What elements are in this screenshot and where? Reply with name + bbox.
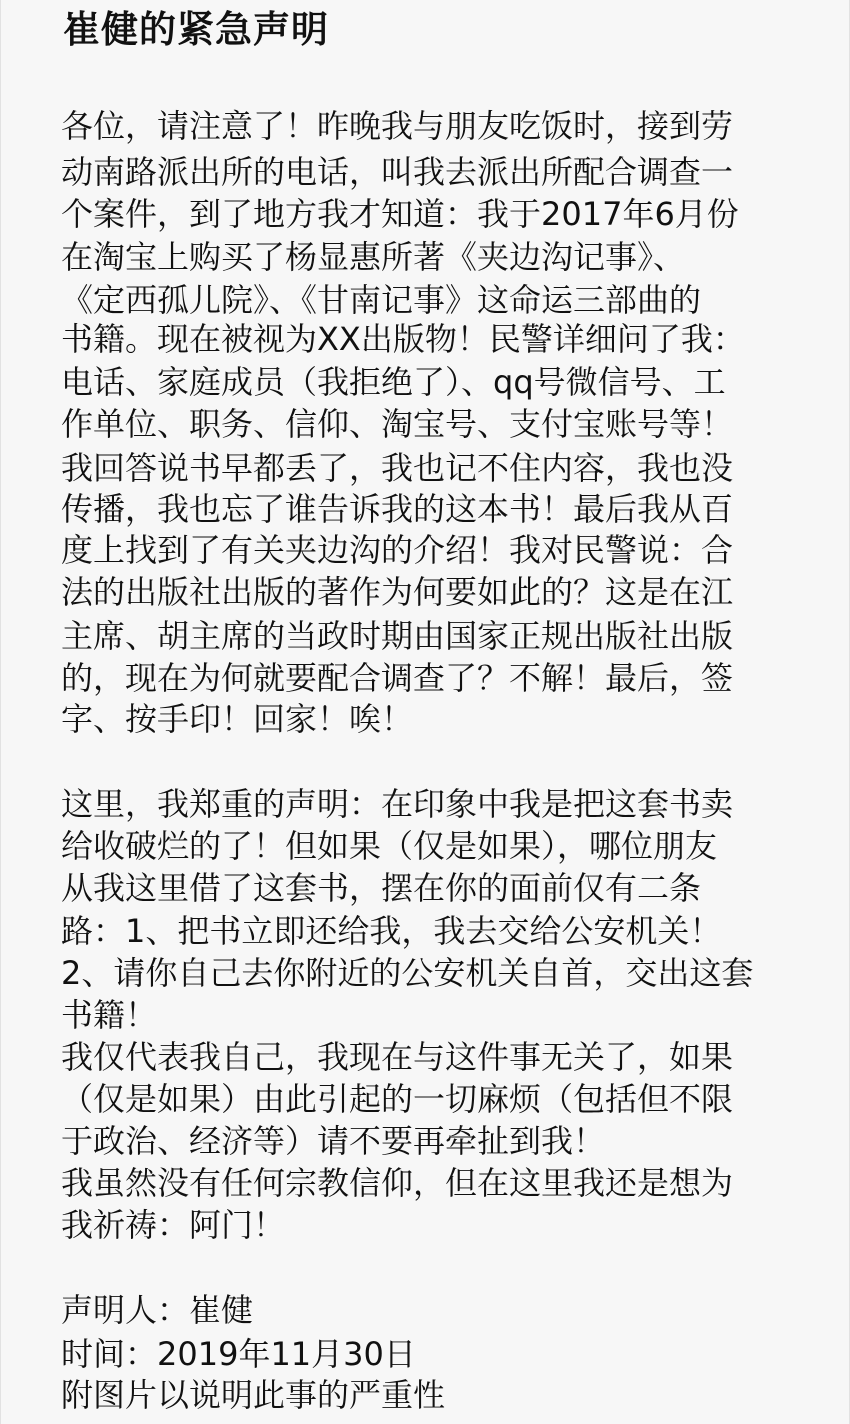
- text-line: 电话、家庭成员（我拒绝了）、qq号微信号、工: [61, 363, 726, 401]
- text-line: 传播，我也忘了谁告诉我的这本书！最后我从百: [61, 490, 734, 528]
- attachment-note: 附图片以说明此事的严重性: [61, 1376, 446, 1414]
- text-line: （仅是如果）由此引起的一切麻烦（包括但不限: [61, 1080, 734, 1118]
- text-line: 在淘宝上购买了杨显惠所著《夹边沟记事》、: [61, 238, 686, 276]
- text-line: 《定西孤儿院》、《甘南记事》这命运三部曲的: [61, 281, 702, 319]
- text-line: 动南路派出所的电话，叫我去派出所配合调查一: [61, 153, 734, 191]
- text-line: 各位，请注意了！昨晚我与朋友吃饭时，接到劳: [61, 107, 734, 145]
- text-line: 个案件，到了地方我才知道：我于2017年6月份: [61, 195, 739, 233]
- text-line: 于政治、经济等）请不要再牵扯到我！: [61, 1122, 606, 1160]
- text-line: 我祈祷：阿门！: [61, 1206, 286, 1244]
- text-line: 书籍。现在被视为XX出版物！民警详细问了我：: [61, 320, 745, 358]
- text-line: 2、请你自己去你附近的公安机关自首，交出这套: [61, 954, 754, 992]
- text-line: 法的出版社出版的著作为何要如此的？这是在江: [61, 573, 734, 611]
- text-line: 主席、胡主席的当政时期由国家正规出版社出版: [61, 617, 734, 655]
- text-line: 这里，我郑重的声明：在印象中我是把这套书卖: [61, 785, 734, 823]
- text-line: 度上找到了有关夹边沟的介绍！我对民警说：合: [61, 531, 734, 569]
- text-line: 从我这里借了这套书，摆在你的面前仅有二条: [61, 869, 702, 907]
- text-line: 给收破烂的了！但如果（仅是如果），哪位朋友: [61, 827, 718, 865]
- text-line: 作单位、职务、信仰、淘宝号、支付宝账号等！: [61, 405, 734, 443]
- text-line: 路：1、把书立即还给我，我去交给公安机关！: [61, 912, 722, 950]
- text-line: 我虽然没有任何宗教信仰，但在这里我还是想为: [61, 1164, 734, 1202]
- text-line: 我回答说书早都丢了，我也记不住内容，我也没: [61, 449, 734, 487]
- date-line: 时间：2019年11月30日: [61, 1335, 416, 1373]
- text-line: 书籍！: [61, 996, 158, 1034]
- declarant-line: 声明人：崔健: [61, 1291, 254, 1329]
- text-line: 的，现在为何就要配合调查了？不解！最后，签: [61, 659, 734, 697]
- text-line: 我仅代表我自己，我现在与这件事无关了，如果: [61, 1038, 734, 1076]
- document-title: 崔健的紧急声明: [63, 8, 329, 51]
- text-line: 字、按手印！回家！唉！: [61, 700, 414, 738]
